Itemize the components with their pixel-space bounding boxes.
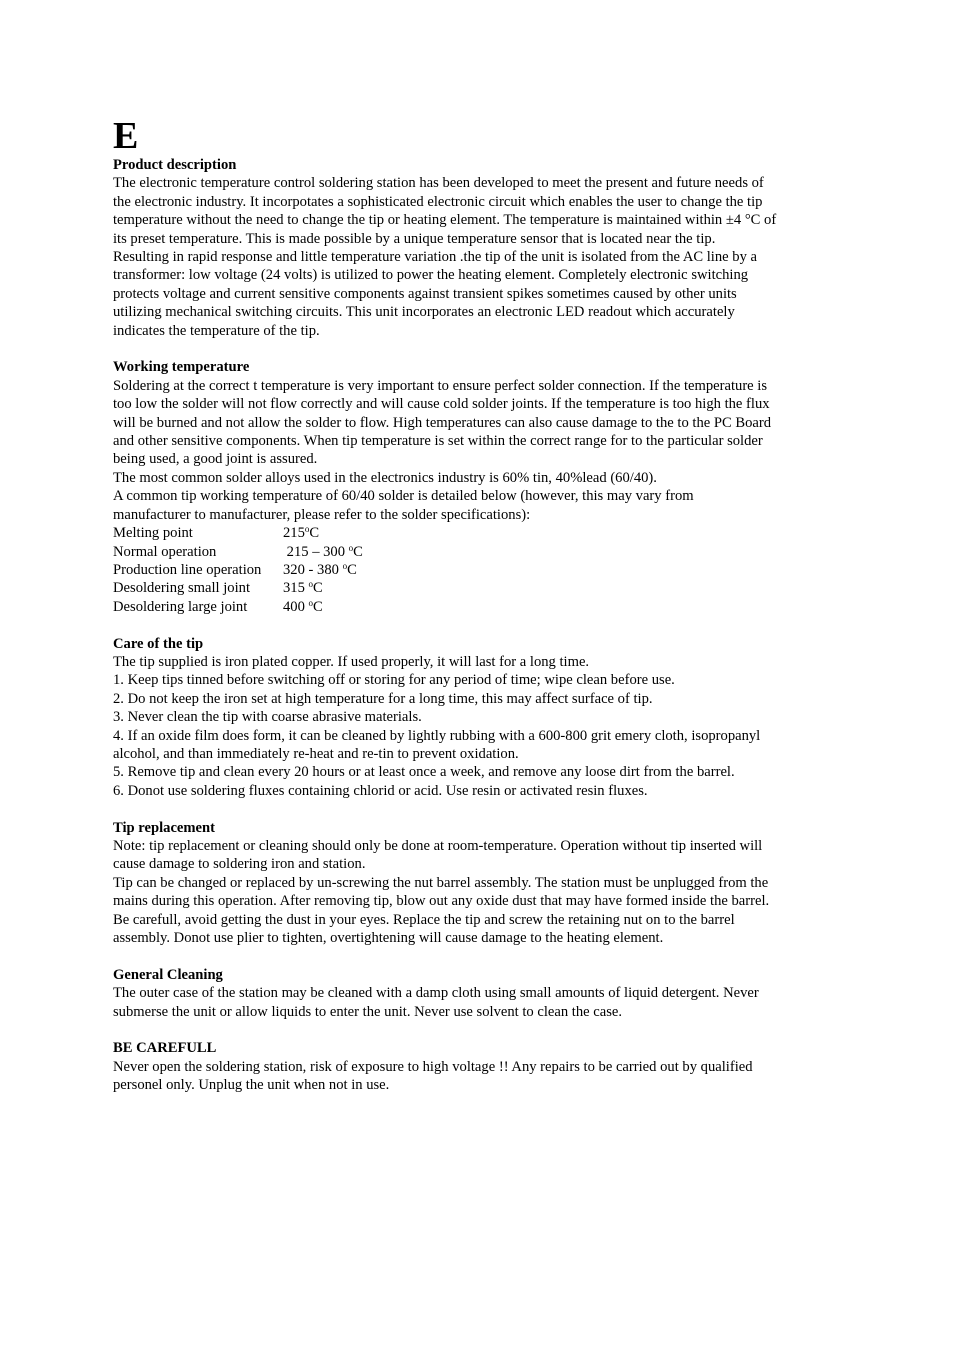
section-title: Working temperature [113,359,250,376]
section-text: The tip supplied is iron plated copper. If used properly, it will last for a long time. 1. Keep tips tinned before switching off or storing for any period of time; wipe clean before use. 2. Do not keep the iron set at high temperature for a long time, this may affect surface of tip. 3. Never clean the tip with coarse abrasive materials. 4. If an oxide film does form, it can be cleaned by lightly rubbing with a 600-800 grit emery cloth, isopropanyl alcohol, and than immediately re-heat and re-tin to prevent oxidation. 5. Remove tip and clean every 20 hours or at least once a week, and remove any loose dirt from the barrel. 6. Donot use soldering fluxes containing chlorid or acid. Use resin or activated resin fluxes. [113,653,761,799]
section-text: Never open the soldering station, risk of exposure to high voltage !! Any repairs to be carried out by qualified personel only. Unplug the unit when not in use. [113,1058,753,1094]
temperature-label: Desoldering large joint [113,598,248,615]
temperature-table [113,524,363,616]
section-care-of-tip [113,635,848,801]
temperature-value: 215$^o$C [283,524,320,542]
language-letter: E [113,115,139,157]
section-general-cleaning [113,966,848,1021]
temperature-value: 320 - 380 $^o$C [283,560,357,578]
section-title: General Cleaning [113,966,223,983]
table-row [113,561,363,579]
section-working-temperature [113,358,848,616]
section-title: Care of the tip [113,635,204,652]
temperature-label: Normal operation [113,543,217,560]
section-text: The outer case of the station may be cleaned with a damp cloth using small amounts of liquid detergent. Never submerse the unit or allow liquids to enter the unit. Never use solvent to clean the case. [113,985,759,1020]
section-title: BE CAREFULL [113,1040,217,1057]
paragraph-gap [113,800,848,818]
section-product-description [113,156,848,340]
document-page [113,116,848,1095]
section-title: Product description [113,157,237,173]
temperature-label: Desoldering small joint [113,580,251,597]
table-row [113,543,363,561]
temperature-label: Production line operation [113,561,262,578]
section-text: The electronic temperature control soldering station has been developed to meet the present and future needs of the electronic industry. It incorpotates a sophisticated electronic circuit which enables the user to change the tip temperature without the need to change the tip or heating element. The temperature is maintained within ±4 °C of its preset temperature. This is made possible by a unique temperature sensor that is located near the tip. Resulting in rapid response and little temperature variation .the tip of the unit is isolated from the AC line by a transformer: low voltage (24 volts) is utilized to power the heating element. Completely electronic switching protects voltage and current sensitive components against transient spikes sometimes caused by other units utilizing mechanical switching circuits. This unit incorporates an electronic LED readout which accurately indicates the temperature of the tip. [113,175,777,339]
section-title: Tip replacement [113,819,216,836]
section-tip-replacement [113,819,848,948]
paragraph-gap [113,947,848,965]
table-row [113,579,363,597]
temperature-value: 400 $^o$C [283,597,323,615]
table-row [113,598,363,616]
temperature-value: 215 – 300 $^o$C [283,542,363,560]
temperature-label: Melting point [113,525,193,542]
temperature-value: 315 $^o$C [283,579,323,597]
table-row [113,524,363,542]
section-text: Soldering at the correct t temperature is very important to ensure perfect solder connection. If the temperature is too low the solder will not flow correctly and will cause cold solder joints. If the temperature is too high the flux will be burned and not allow the solder to flow. High temperatures can also cause damage to the to the PC Board and other sensitive components. When tip temperature is set within the correct range for to the particular solder being used, a good joint is assured. The most common solder alloys used in the electronics industry is 60% tin, 40%lead (60/40). A common tip working temperature of 60/40 solder is detailed below (however, this may vary from manufacturer to manufacturer, please refer to the solder specifications): [113,377,772,523]
paragraph-gap [113,616,848,634]
section-be-carefull [113,1039,848,1094]
paragraph-gap [113,1021,848,1039]
paragraph-gap [113,340,848,358]
section-text: Note: tip replacement or cleaning should only be done at room-temperature. Operation without tip inserted will cause damage to soldering iron and station. Tip can be changed or replaced by un-screwing the nut barrel assembly. The station must be unplugged from the mains during this operation. After removing tip, blow out any oxide dust that may have formed inside the barrel. Be carefull, avoid getting the dust in your eyes. Replace the tip and screw the retaining nut on to the barrel assembly. Donot use plier to tighten, overtightening will cause damage to the heating element. [113,837,770,947]
